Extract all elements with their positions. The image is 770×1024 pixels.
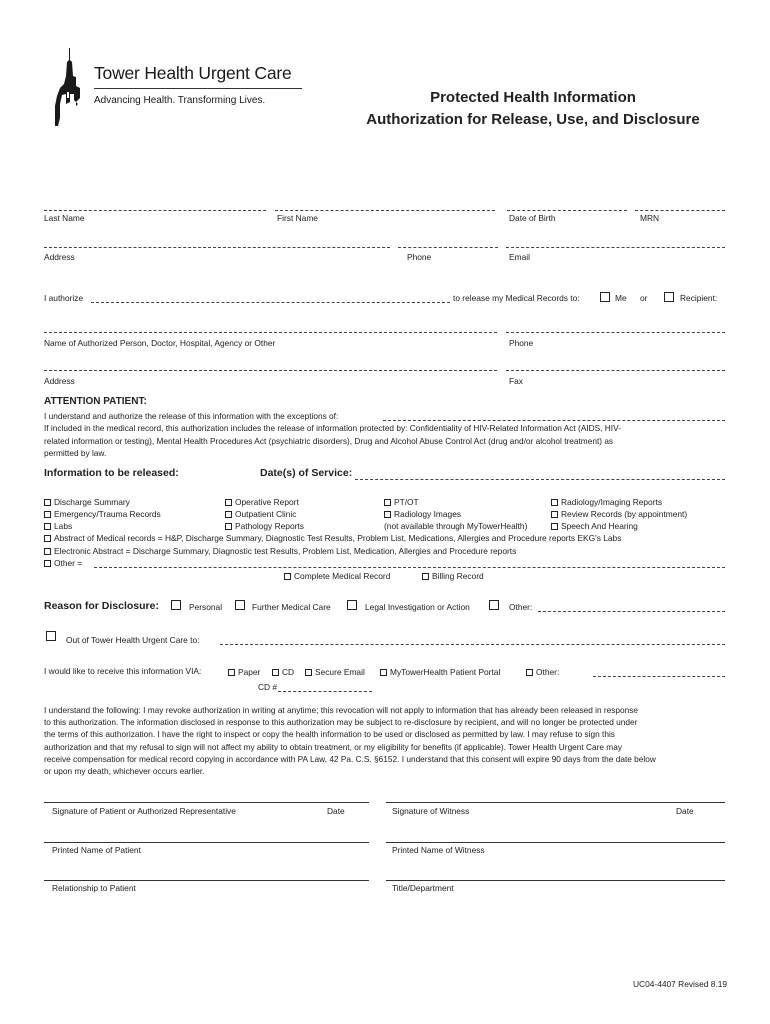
printed-witness-label: Printed Name of Witness [392,845,485,855]
attention-line1: I understand and authorize the release of this information with the exceptions of: [44,411,339,421]
authorize-prefix: I authorize [44,293,84,303]
checkbox[interactable] [380,669,387,676]
relationship-line[interactable] [44,880,369,881]
org-tagline: Advancing Health. Transforming Lives. [94,95,266,106]
via-cd[interactable]: CD [272,667,294,677]
authorize-suffix: to release my Medical Records to: [453,293,580,303]
address-field[interactable] [44,247,390,248]
reason-other-field[interactable] [538,611,725,612]
info-other[interactable]: Other = [44,558,82,568]
via-other[interactable]: Other: [526,667,559,677]
relationship-label: Relationship to Patient [52,883,136,893]
checkbox[interactable] [44,499,51,506]
checkbox[interactable] [384,511,391,518]
authorized-name-label: Name of Authorized Person, Doctor, Hospital, Agency or Other [44,338,276,348]
checkbox[interactable] [272,669,279,676]
info-outpatient-clinic[interactable]: Outpatient Clinic [225,509,296,519]
info-radiology-images[interactable]: Radiology Images [384,509,461,519]
information-heading: Information to be released: [44,467,179,479]
checkbox[interactable] [551,523,558,530]
info-labs[interactable]: Labs [44,521,72,531]
understand-line-6: or upon my death, whichever occurs earlier. [44,766,205,776]
reason-other-label: Other: [509,602,533,612]
via-portal[interactable]: MyTowerHealth Patient Portal [380,667,500,677]
dob-label: Date of Birth [509,213,556,223]
first-name-label: First Name [277,213,318,223]
mrn-label: MRN [640,213,660,223]
last-name-label: Last Name [44,213,85,223]
info-radiology-images-note: (not available through MyTowerHealth) [384,521,528,531]
info-operative-report[interactable]: Operative Report [225,497,299,507]
title-department-label: Title/Department [392,883,454,893]
me-checkbox[interactable] [600,292,610,302]
printed-patient-label: Printed Name of Patient [52,845,141,855]
out-of-field[interactable] [220,644,725,645]
logo [52,46,92,128]
dob-field[interactable] [507,210,627,211]
reason-further-care-label: Further Medical Care [252,602,331,612]
info-other-field[interactable] [94,567,725,568]
tower-logo-icon [52,46,92,128]
checkbox[interactable] [44,535,51,542]
authorized-address-field[interactable] [44,370,497,371]
attention-line4: permitted by law. [44,448,107,458]
me-label: Me [615,293,627,303]
dates-of-service-field[interactable] [355,479,725,480]
phone-field[interactable] [398,247,498,248]
patient-date-label: Date [327,806,345,816]
info-complete-record[interactable]: Complete Medical Record [284,571,390,581]
info-discharge-summary[interactable]: Discharge Summary [44,497,130,507]
first-name-field[interactable] [275,210,495,211]
title-department-line[interactable] [386,880,725,881]
info-radiology-reports[interactable]: Radiology/Imaging Reports [551,497,662,507]
recipient-label: Recipient: [680,293,718,303]
page-title-line2: Authorization for Release, Use, and Disclosure [366,111,700,128]
authorize-field[interactable] [91,302,450,303]
address-label: Address [44,252,75,262]
understand-line-5: receive compensation for medical record copying in accordance with PA Law, 42 Pa. C.S. §6152. I understand that this consent will expire 90 days from the date below [44,754,656,764]
email-field[interactable] [506,247,725,248]
info-pt-ot[interactable]: PT/OT [384,497,419,507]
mrn-field[interactable] [635,210,725,211]
checkbox[interactable] [284,573,291,580]
email-label: Email [509,252,530,262]
authorized-phone-label: Phone [509,338,534,348]
checkbox[interactable] [422,573,429,580]
checkbox[interactable] [384,499,391,506]
info-billing-record[interactable]: Billing Record [422,571,484,581]
witness-date-label: Date [676,806,694,816]
reason-personal-label: Personal [189,602,223,612]
info-pathology-reports[interactable]: Pathology Reports [225,521,304,531]
checkbox[interactable] [44,560,51,567]
patient-signature-line[interactable] [44,802,369,803]
last-name-field[interactable] [44,210,266,211]
authorized-fax-label: Fax [509,376,523,386]
checkbox[interactable] [225,511,232,518]
reason-heading: Reason for Disclosure: [44,600,159,612]
checkbox[interactable] [225,499,232,506]
reason-other-checkbox[interactable] [489,600,499,610]
checkbox[interactable] [44,548,51,555]
reason-legal-checkbox[interactable] [347,600,357,610]
checkbox[interactable] [551,511,558,518]
via-secure-email[interactable]: Secure Email [305,667,365,677]
info-emergency-records[interactable]: Emergency/Trauma Records [44,509,161,519]
info-speech-hearing[interactable]: Speech And Hearing [551,521,638,531]
witness-signature-label: Signature of Witness [392,806,470,816]
understand-line-2: to this authorization. The information disclosed in response to this authorization may be subject to re-disclosure by recipient, and will no longer be protected under [44,717,638,727]
org-name: Tower Health Urgent Care [94,63,292,83]
cd-number-label: CD # [258,682,278,692]
phone-label: Phone [407,252,432,262]
printed-patient-line[interactable] [44,842,369,843]
attention-line3: related information or testing), Mental Health Procedures Act (psychiatric disorders), Drug and Alcohol Abuse Control Act (drug and/or alcohol treatment) as [44,436,614,446]
or-label: or [640,293,648,303]
attention-line2: If included in the medical record, this authorization includes the release of information protected by: Confidentiality of HIV-Related Information Act (AIDS, HIV- [44,423,621,433]
via-prefix: I would like to receive this information VIA: [44,666,202,676]
checkbox[interactable] [225,523,232,530]
logo-divider [94,88,302,89]
understand-line-3: the terms of this authorization. I have the right to inspect or copy the health information to be used or disclosed as permitted by law. I may refuse to sign this [44,729,615,739]
authorized-address-label: Address [44,376,75,386]
checkbox[interactable] [44,523,51,530]
understand-line-4: authorization and that my refusal to sign will not affect my ability to obtain treatment, or my eligibility for benefits (if applicable). Tower Health Urgent Care may [44,742,622,752]
authorized-fax-field[interactable] [506,370,725,371]
via-paper[interactable]: Paper [228,667,260,677]
reason-further-care-checkbox[interactable] [235,600,245,610]
checkbox[interactable] [44,511,51,518]
witness-signature-line[interactable] [386,802,725,803]
cd-number-field[interactable] [278,691,372,692]
patient-signature-label: Signature of Patient or Authorized Representative [52,806,236,816]
info-abstract[interactable]: Abstract of Medical records = H&P, Discharge Summary, Diagnostic Test Results, Problem List, Medications, Allergies and Procedure reports EKG's Labs [44,533,621,543]
reason-personal-checkbox[interactable] [171,600,181,610]
checkbox[interactable] [551,499,558,506]
out-of-checkbox[interactable] [46,631,56,641]
attention-heading: ATTENTION PATIENT: [44,396,147,407]
via-other-field[interactable] [593,676,725,677]
exceptions-field[interactable] [383,420,725,421]
checkbox[interactable] [526,669,533,676]
dates-of-service-label: Date(s) of Service: [260,467,353,479]
info-electronic-abstract[interactable]: Electronic Abstract = Discharge Summary, Diagnostic test Results, Problem List, Medication, Allergies and Procedure reports [44,546,516,556]
form-id: UC04-4407 Revised 8.19 [633,979,728,989]
authorized-name-field[interactable] [44,332,497,333]
reason-legal-label: Legal Investigation or Action [365,602,470,612]
recipient-checkbox[interactable] [664,292,674,302]
checkbox[interactable] [228,669,235,676]
out-of-label: Out of Tower Health Urgent Care to: [66,635,200,645]
page-title-line1: Protected Health Information [430,89,636,106]
authorized-phone-field[interactable] [506,332,725,333]
printed-witness-line[interactable] [386,842,725,843]
understand-line-1: I understand the following: I may revoke authorization in writing at anytime; this revocation will not apply to information that has already been released in response [44,705,639,715]
info-review-records[interactable]: Review Records (by appointment) [551,509,687,519]
checkbox[interactable] [305,669,312,676]
